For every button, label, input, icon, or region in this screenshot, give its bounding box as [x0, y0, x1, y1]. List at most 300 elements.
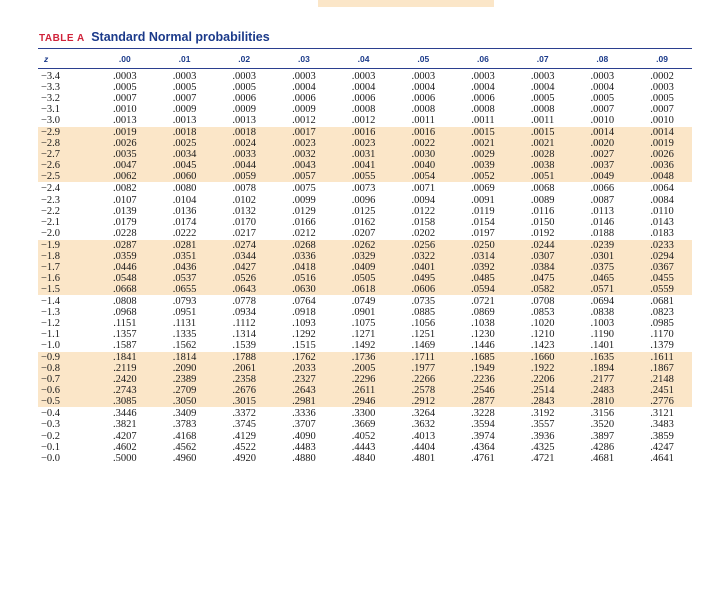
probability-cell: .0375 [573, 262, 633, 273]
probability-cell: .2451 [632, 385, 692, 396]
probability-cell: .1446 [471, 340, 495, 352]
probability-cell: .0516 [274, 273, 334, 284]
probability-cell: .2946 [334, 396, 394, 408]
z-value-cell: −0.5 [38, 396, 95, 408]
table-row [38, 183, 692, 195]
probability-cell: .2514 [513, 385, 573, 396]
probability-cell: .0853 [530, 307, 555, 318]
probability-cell: .0188 [590, 227, 615, 239]
probability-cell: .0582 [513, 284, 573, 296]
z-value-cell: −2.9 [38, 127, 95, 139]
probability-cell: .2266 [393, 374, 453, 385]
probability-cell: .1210 [530, 329, 555, 341]
table-row [38, 396, 692, 408]
z-value-cell: −1.4 [38, 295, 95, 307]
probability-cell: .0129 [292, 205, 316, 217]
z-value-cell: −3.2 [41, 93, 61, 105]
probability-cell: .0571 [573, 284, 633, 296]
probability-cell: .0010 [113, 104, 137, 116]
probability-cell: .4920 [232, 452, 257, 464]
probability-cell: .2090 [155, 363, 215, 374]
probability-cell: .0006 [351, 93, 376, 105]
probability-cell: .0023 [274, 138, 334, 149]
header-col: .04 [334, 49, 394, 69]
probability-cell: .0006 [232, 93, 257, 105]
probability-cell: .0668 [95, 284, 155, 296]
probability-cell: .4522 [232, 441, 257, 453]
probability-cell: .2877 [453, 396, 513, 408]
z-value-cell: −1.0 [41, 340, 61, 352]
probability-cell: .0021 [453, 138, 513, 149]
probability-cell: .3264 [393, 408, 453, 420]
probability-cell: .2148 [632, 374, 692, 385]
probability-cell: .0027 [573, 149, 633, 160]
probability-cell: .2061 [214, 363, 274, 374]
probability-cell: .3707 [292, 419, 316, 431]
table-row [38, 329, 692, 340]
z-value-cell: −2.7 [38, 149, 95, 160]
probability-cell: .0034 [155, 149, 215, 160]
probability-cell: .0192 [530, 227, 555, 239]
probability-cell: .0013 [232, 115, 257, 127]
header-col: .03 [274, 49, 334, 69]
probability-cell: .0094 [411, 194, 436, 206]
probability-cell: .1056 [411, 318, 436, 330]
probability-cell: .0262 [334, 239, 394, 251]
table-row [38, 206, 692, 217]
z-value-cell: −3.3 [41, 82, 61, 94]
probability-cell: .1788 [214, 352, 274, 364]
probability-cell: .0329 [334, 251, 394, 262]
probability-cell: .0102 [232, 194, 257, 206]
table-tag: TABLE A [39, 33, 85, 44]
probability-cell: .0119 [471, 205, 495, 217]
probability-cell: .0256 [393, 239, 453, 251]
table-row [38, 340, 692, 352]
probability-cell: .3669 [351, 419, 376, 431]
probability-cell: .0162 [351, 216, 376, 228]
table-row [38, 262, 692, 273]
probability-cell: .0136 [172, 205, 197, 217]
probability-cell: .3594 [471, 419, 495, 431]
probability-cell: .4641 [650, 452, 674, 464]
table-row [38, 295, 692, 307]
z-value-cell: −0.2 [41, 430, 61, 442]
probability-cell: .0010 [590, 115, 615, 127]
probability-cell: .0003 [292, 71, 316, 83]
probability-cell: .0951 [172, 307, 197, 318]
probability-cell: .3446 [95, 408, 155, 420]
probability-cell: .3632 [411, 419, 436, 431]
probability-cell: .0618 [334, 284, 394, 296]
probability-cell: .1949 [453, 363, 513, 374]
probability-cell: .0013 [172, 115, 197, 127]
probability-cell: .1230 [471, 329, 495, 341]
z-value-cell: −0.3 [41, 419, 61, 431]
table-row [38, 431, 692, 442]
probability-cell: .5000 [113, 452, 137, 464]
probability-cell: .0028 [513, 149, 573, 160]
probability-cell: .0005 [650, 93, 674, 105]
probability-cell: .2912 [393, 396, 453, 408]
probability-cell: .0008 [351, 104, 376, 116]
probability-cell: .0052 [453, 171, 513, 183]
probability-cell: .0064 [632, 183, 692, 195]
probability-cell: .1251 [411, 329, 436, 341]
probability-cell: .4052 [351, 430, 376, 442]
probability-cell: .1112 [232, 318, 256, 330]
probability-cell: .0885 [411, 307, 436, 318]
z-value-cell: −0.8 [38, 363, 95, 374]
probability-cell: .2236 [453, 374, 513, 385]
probability-cell: .1131 [172, 318, 197, 330]
probability-cell: .0004 [351, 82, 376, 94]
header-col: .08 [573, 49, 633, 69]
table-row [38, 195, 692, 206]
probability-cell: .0287 [95, 239, 155, 251]
probability-cell: .1539 [232, 340, 257, 352]
probability-cell: .0436 [155, 262, 215, 273]
probability-cell: .3483 [650, 419, 674, 431]
probability-cell: .2810 [573, 396, 633, 408]
probability-cell: .0274 [214, 239, 274, 251]
probability-cell: .0026 [95, 138, 155, 149]
probability-cell: .0158 [411, 216, 436, 228]
probability-cell: .0080 [155, 183, 215, 195]
probability-cell: .0778 [214, 295, 274, 307]
z-value-cell: −2.6 [38, 160, 95, 171]
probability-cell: .4880 [292, 452, 316, 464]
probability-cell: .0968 [113, 307, 137, 318]
probability-cell: .0139 [113, 205, 137, 217]
probability-cell: .0014 [632, 127, 692, 139]
probability-cell: .1379 [650, 340, 674, 352]
probability-cell: .0250 [453, 239, 513, 251]
header-z: z [38, 49, 95, 69]
probability-cell: .0526 [214, 273, 274, 284]
probability-cell: .0630 [274, 284, 334, 296]
table-row [38, 251, 692, 262]
probability-cell: .4562 [172, 441, 197, 453]
table-row [38, 82, 692, 93]
z-value-cell: −3.1 [41, 104, 61, 116]
table-title [39, 30, 270, 44]
probability-cell: .0217 [232, 227, 257, 239]
probability-cell: .0011 [531, 115, 555, 127]
probability-cell: .4364 [471, 441, 495, 453]
probability-cell: .0014 [573, 127, 633, 139]
probability-cell: .0495 [393, 273, 453, 284]
probability-cell: .0008 [471, 104, 495, 116]
probability-cell: .0918 [292, 307, 316, 318]
probability-cell: .0091 [471, 194, 495, 206]
z-value-cell: −0.7 [38, 374, 95, 385]
probability-cell: .0009 [172, 104, 197, 116]
header-row [38, 49, 692, 69]
table-row [38, 284, 692, 296]
probability-cell: .0006 [292, 93, 316, 105]
probability-cell: .0735 [393, 295, 453, 307]
z-value-cell: −2.3 [41, 194, 61, 206]
table-row [38, 127, 692, 139]
probability-cell: .3520 [590, 419, 615, 431]
table-row [38, 138, 692, 149]
probability-cell: .0901 [351, 307, 376, 318]
z-value-cell: −0.6 [38, 385, 95, 396]
probability-cell: .0032 [274, 149, 334, 160]
probability-cell: .0183 [650, 227, 674, 239]
probability-cell: .2643 [274, 385, 334, 396]
probability-cell: .0021 [513, 138, 573, 149]
table-row [38, 171, 692, 183]
z-value-cell: −1.9 [38, 239, 95, 251]
probability-cell: .0004 [471, 82, 495, 94]
probability-cell: .0125 [351, 205, 376, 217]
probability-cell: .0082 [95, 183, 155, 195]
probability-cell: .1685 [453, 352, 513, 364]
probability-cell: .0823 [650, 307, 674, 318]
probability-cell: .0005 [530, 93, 555, 105]
probability-cell: .4247 [650, 441, 674, 453]
probability-cell: .0202 [411, 227, 436, 239]
probability-cell: .3821 [113, 419, 137, 431]
probability-cell: .0004 [530, 82, 555, 94]
probability-cell: .0089 [530, 194, 555, 206]
probability-cell: .0038 [513, 160, 573, 171]
probability-cell: .0446 [95, 262, 155, 273]
probability-cell: .0019 [632, 138, 692, 149]
probability-cell: .0559 [632, 284, 692, 296]
probability-cell: .0239 [573, 239, 633, 251]
probability-cell: .0073 [334, 183, 394, 195]
probability-cell: .3192 [513, 408, 573, 420]
probability-cell: .3156 [573, 408, 633, 420]
probability-cell: .1314 [232, 329, 257, 341]
probability-cell: .0012 [351, 115, 376, 127]
probability-cell: .0004 [590, 82, 615, 94]
probability-cell: .0281 [155, 239, 215, 251]
probability-cell: .2483 [573, 385, 633, 396]
probability-cell: .0099 [292, 194, 316, 206]
probability-cell: .4168 [172, 430, 197, 442]
table-row [38, 115, 692, 127]
probability-cell: .1469 [411, 340, 436, 352]
probability-cell: .0003 [113, 71, 137, 83]
probability-cell: .2033 [274, 363, 334, 374]
probability-cell: .1894 [573, 363, 633, 374]
probability-cell: .0013 [113, 115, 137, 127]
probability-cell: .3557 [530, 419, 555, 431]
z-value-cell: −0.0 [41, 452, 61, 464]
probability-cell: .0336 [274, 251, 334, 262]
probability-cell: .0084 [650, 194, 674, 206]
z-value-cell: −0.9 [38, 352, 95, 364]
probability-cell: .0314 [453, 251, 513, 262]
table-row [38, 385, 692, 396]
probability-cell: .3409 [155, 408, 215, 420]
probability-cell: .0392 [453, 262, 513, 273]
probability-cell: .4443 [351, 441, 376, 453]
probability-cell: .0041 [334, 160, 394, 171]
probability-cell: .2743 [95, 385, 155, 396]
probability-cell: .0808 [95, 295, 155, 307]
header-col: .05 [393, 49, 453, 69]
probability-cell: .0048 [632, 171, 692, 183]
probability-cell: .4840 [351, 452, 376, 464]
probability-cell: .0179 [113, 216, 137, 228]
probability-cell: .0154 [471, 216, 495, 228]
probability-cell: .0869 [471, 307, 495, 318]
probability-cell: .1814 [155, 352, 215, 364]
table-row [38, 307, 692, 318]
probability-cell: .2578 [393, 385, 453, 396]
probability-cell: .0009 [232, 104, 257, 116]
probability-cell: .3936 [530, 430, 555, 442]
probability-cell: .0606 [393, 284, 453, 296]
probability-cell: .0409 [334, 262, 394, 273]
probability-cell: .1922 [513, 363, 573, 374]
probability-cell: .0008 [411, 104, 436, 116]
probability-cell: .3974 [471, 430, 495, 442]
probability-cell: .0003 [351, 71, 376, 83]
probability-cell: .0170 [232, 216, 257, 228]
probability-cell: .2981 [274, 396, 334, 408]
probability-cell: .0037 [573, 160, 633, 171]
probability-cell: .0003 [530, 71, 555, 83]
probability-cell: .1660 [513, 352, 573, 364]
probability-cell: .2389 [155, 374, 215, 385]
probability-cell: .2676 [214, 385, 274, 396]
probability-cell: .1093 [292, 318, 316, 330]
probability-cell: .0019 [95, 127, 155, 139]
normal-probability-table [38, 48, 692, 464]
probability-cell: .0047 [95, 160, 155, 171]
probability-cell: .4013 [411, 430, 436, 442]
probability-cell: .0150 [530, 216, 555, 228]
probability-cell: .0002 [650, 71, 674, 83]
probability-cell: .0838 [590, 307, 615, 318]
probability-cell: .4960 [172, 452, 197, 464]
probability-cell: .0015 [513, 127, 573, 139]
probability-cell: .0749 [334, 295, 394, 307]
probability-cell: .0166 [292, 216, 316, 228]
probability-cell: .1292 [292, 329, 316, 341]
probability-cell: .0174 [172, 216, 197, 228]
probability-cell: .3300 [334, 408, 394, 420]
probability-cell: .0054 [393, 171, 453, 183]
probability-cell: .0934 [232, 307, 257, 318]
probability-cell: .0033 [214, 149, 274, 160]
z-value-cell: −1.7 [38, 262, 95, 273]
z-value-cell: −1.8 [38, 251, 95, 262]
probability-cell: .1357 [113, 329, 137, 341]
probability-cell: .0018 [214, 127, 274, 139]
probability-cell: .0344 [214, 251, 274, 262]
header-col: .06 [453, 49, 513, 69]
probability-cell: .0007 [590, 104, 615, 116]
probability-cell: .4090 [292, 430, 316, 442]
probability-cell: .0039 [453, 160, 513, 171]
table-row [38, 160, 692, 171]
probability-cell: .0071 [393, 183, 453, 195]
probability-cell: .0059 [214, 171, 274, 183]
probability-cell: .3336 [274, 408, 334, 420]
probability-cell: .4483 [292, 441, 316, 453]
probability-cell: .0681 [632, 295, 692, 307]
probability-cell: .0017 [274, 127, 334, 139]
probability-cell: .1492 [351, 340, 376, 352]
table-row [38, 374, 692, 385]
z-value-cell: −1.1 [41, 329, 61, 341]
probability-cell: .0222 [172, 227, 197, 239]
probability-cell: .4761 [471, 452, 495, 464]
table-row [38, 352, 692, 364]
probability-cell: .1977 [393, 363, 453, 374]
table-row [38, 93, 692, 104]
probability-cell: .0006 [411, 93, 436, 105]
probability-cell: .2119 [95, 363, 155, 374]
table-row [38, 318, 692, 329]
probability-cell: .2327 [274, 374, 334, 385]
table-row [38, 217, 692, 228]
probability-cell: .0427 [214, 262, 274, 273]
probability-cell: .0011 [471, 115, 495, 127]
top-shaded-band [318, 0, 494, 7]
probability-cell: .3015 [214, 396, 274, 408]
z-value-cell: −2.8 [38, 138, 95, 149]
probability-cell: .2177 [573, 374, 633, 385]
probability-cell: .1151 [113, 318, 137, 330]
probability-cell: .0207 [351, 227, 376, 239]
probability-cell: .2358 [214, 374, 274, 385]
probability-cell: .1170 [650, 329, 674, 341]
probability-cell: .0643 [214, 284, 274, 296]
probability-cell: .4129 [232, 430, 257, 442]
probability-cell: .0096 [351, 194, 376, 206]
table-row [38, 104, 692, 115]
probability-cell: .0025 [155, 138, 215, 149]
table-row [38, 69, 692, 83]
probability-cell: .1423 [530, 340, 555, 352]
probability-cell: .0485 [453, 273, 513, 284]
probability-cell: .1190 [590, 329, 614, 341]
probability-cell: .4207 [113, 430, 137, 442]
probability-cell: .3372 [214, 408, 274, 420]
probability-cell: .1335 [172, 329, 197, 341]
probability-cell: .0132 [232, 205, 257, 217]
probability-cell: .0068 [513, 183, 573, 195]
probability-cell: .4801 [411, 452, 436, 464]
probability-cell: .0049 [573, 171, 633, 183]
probability-cell: .0010 [650, 115, 674, 127]
probability-cell: .0003 [232, 71, 257, 83]
probability-cell: .1003 [590, 318, 615, 330]
probability-cell: .0016 [393, 127, 453, 139]
probability-cell: .0233 [632, 239, 692, 251]
probability-cell: .1841 [95, 352, 155, 364]
probability-cell: .0359 [95, 251, 155, 262]
probability-cell: .0475 [513, 273, 573, 284]
z-value-cell: −3.4 [41, 71, 61, 83]
table-row [38, 239, 692, 251]
probability-cell: .0007 [650, 104, 674, 116]
probability-cell: .0040 [393, 160, 453, 171]
probability-cell: .0036 [632, 160, 692, 171]
probability-cell: .1562 [172, 340, 197, 352]
probability-cell: .0003 [411, 71, 436, 83]
probability-cell: .0007 [172, 93, 197, 105]
table-row [38, 453, 692, 464]
